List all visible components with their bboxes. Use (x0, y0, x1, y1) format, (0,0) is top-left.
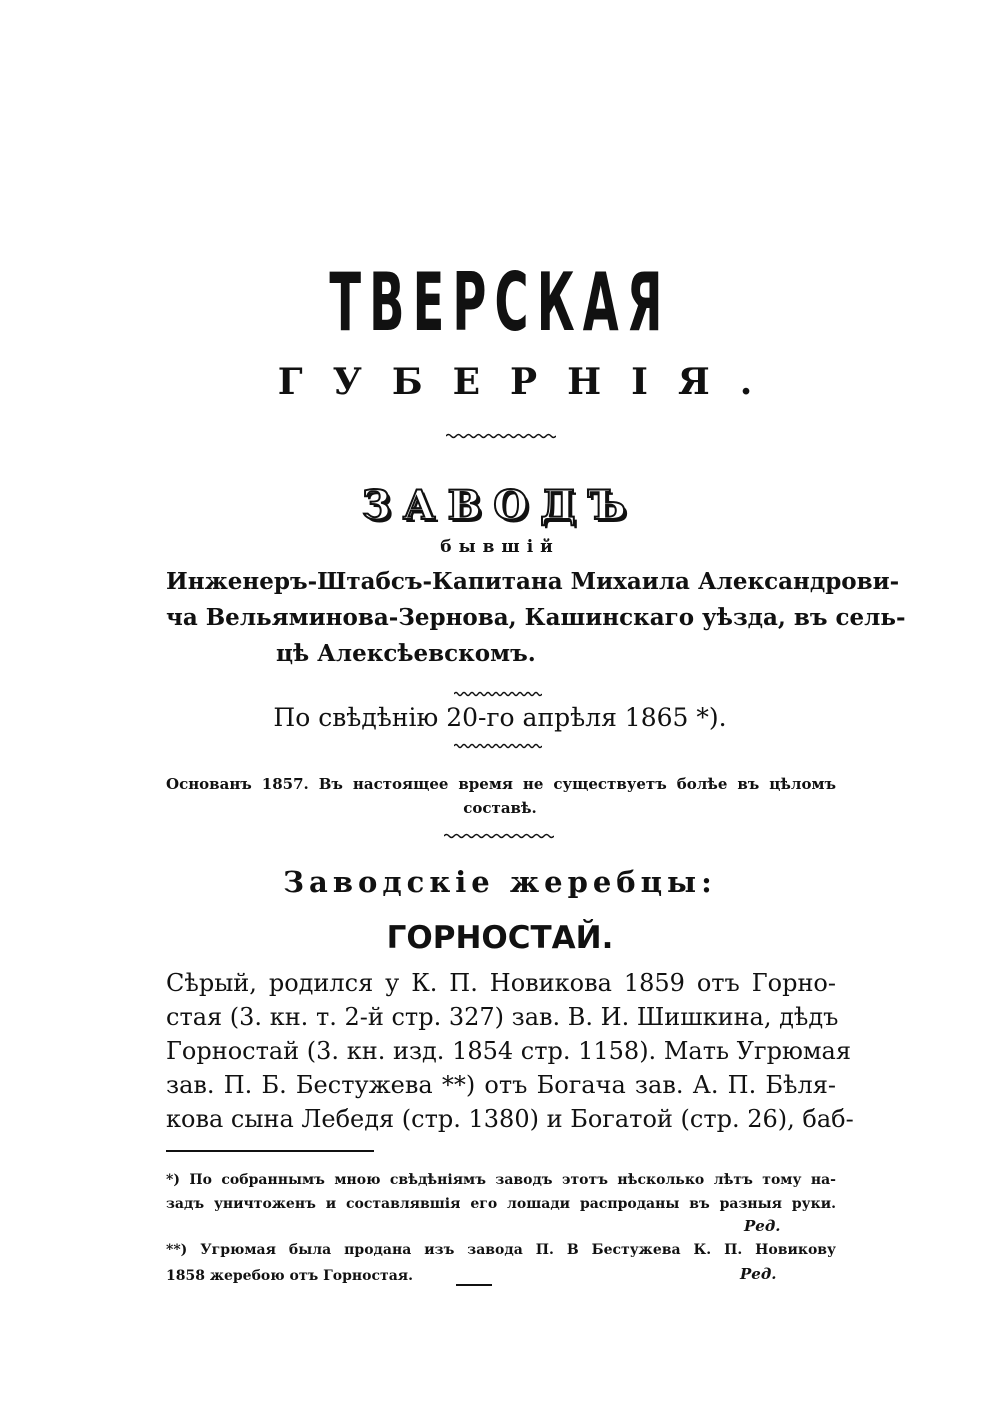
owner-line: цѣ Алексѣевскомъ. (276, 640, 536, 667)
footnote-line: задъ уничтоженъ и составлявшія его лошади распроданы въ разныя руки. (166, 1196, 836, 1212)
footnote-divider (166, 1150, 374, 1152)
horse-name: ГОРНОСТАЙ. (386, 920, 614, 956)
footnote-signature: Ред. (744, 1217, 781, 1235)
footnote-signature: Ред. (740, 1265, 777, 1283)
owner-line: Инженеръ-Штабсъ-Капитана Михаила Александрови- (166, 568, 900, 595)
footnote-line: 1858 жеребою отъ Горностая. (166, 1268, 413, 1284)
footnote-line: *) По собраннымъ мною свѣдѣніямъ заводъ этотъ нѣсколько лѣтъ тому на- (166, 1172, 836, 1188)
wavy-divider (454, 742, 542, 750)
body-line: Горностай (3. кн. изд. 1854 стр. 1158). Мать Угрюмая (166, 1037, 851, 1065)
wavy-divider (446, 432, 556, 440)
former-label: бывшій (440, 537, 560, 557)
factory-heading: ЗАВОДЪ (362, 482, 638, 529)
body-line: зав. П. Б. Бестужева **) отъ Богача зав. А. П. Бѣля- (166, 1071, 836, 1099)
wavy-divider (444, 832, 554, 840)
owner-line: ча Вельяминова-Зернова, Кашинскаго уѣзда, въ сель- (166, 604, 906, 631)
founded-line: составѣ. (463, 799, 537, 817)
founded-line: Основанъ 1857. Въ настоящее время не существуетъ болѣе въ цѣломъ (166, 775, 836, 793)
body-line: кова сына Лебедя (стр. 1380) и Богатой (стр. 26), баб- (166, 1105, 854, 1133)
page-title: ТВЕРСКАЯ (329, 256, 671, 349)
body-line: стая (3. кн. т. 2-й стр. 327) зав. В. И. Шишкина, дѣдъ (166, 1003, 839, 1031)
short-rule (456, 1284, 492, 1286)
wavy-divider (454, 690, 542, 698)
page-subtitle: ГУБЕРНІЯ. (277, 361, 783, 403)
stallions-heading: Заводскіе жеребцы: (283, 865, 717, 899)
footnote-line: **) Угрюмая была продана изъ завода П. В Бестужева К. П. Новикову (166, 1242, 836, 1258)
body-line: Сѣрый, родился у К. П. Новикова 1859 отъ Горно- (166, 969, 836, 997)
report-date: По свѣдѣнію 20-го апрѣля 1865 *). (273, 703, 727, 732)
